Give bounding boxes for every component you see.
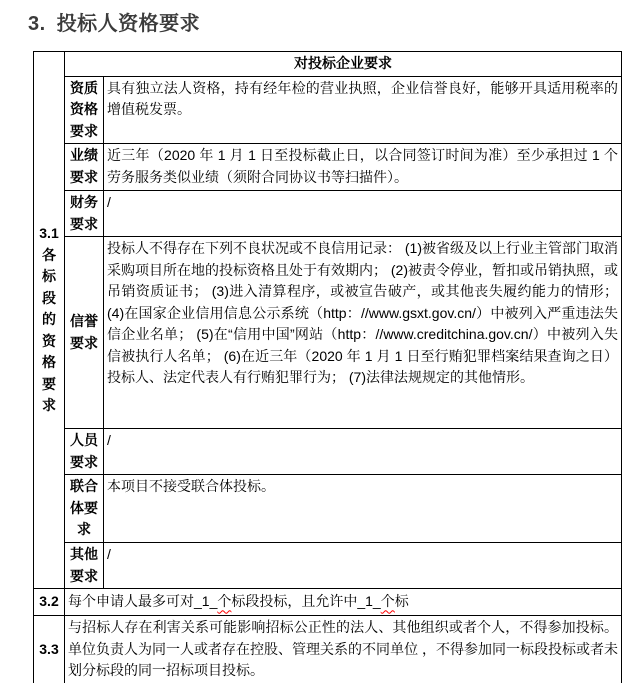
row-label-performance: 业绩要求 <box>65 144 104 191</box>
row-content-other: / <box>104 543 622 589</box>
row-label-other: 其他要求 <box>65 543 104 589</box>
table-header-row <box>34 52 622 77</box>
row-content-credit: 投标人不得存在下列不良状况或不良信用记录： (1)被省级及以上行业主管部门取消采购项目所在地的投标资格且处于有效期内； (2)被责令停业，暂扣或吊销执照，或吊销资质证书； (3)进入清算程序，或被宣告破产，或其他丧失履约能力的情形； (4)在国家企业信用信息公示系统（http：//www.gsxt.gov.cn/）中被列入严重违法失信企业名单； (5)在“信用中国”网站（http：//www.creditchina.gov.cn/）中被列入失信被执行人名单； (6)在近三年（2020 年 1 月 1 日至行贿犯罪档案结果查询之日）投标人、法定代表人有行贿犯罪行为； (7)法律法规规定的其他情形。 <box>104 237 622 429</box>
section-3-1-number: 3.1 <box>39 225 59 242</box>
title-number: 3. <box>28 13 46 35</box>
section-3-2-text-part-3: 标 <box>394 593 409 610</box>
table-header-bidder-requirements: 对投标企业要求 <box>65 52 622 77</box>
section-3-3-number: 3.3 <box>34 616 65 683</box>
table-row-financial <box>34 191 622 237</box>
table-row-qualification <box>34 76 622 144</box>
table-row-personnel <box>34 429 622 475</box>
row-label-credit: 信誉要求 <box>65 237 104 429</box>
section-3-2-content <box>65 589 622 616</box>
row-content-performance: 近三年（2020 年 1 月 1 日至投标截止日，以合同签订时间为准）至少承担过 1 个劳务服务类似业绩（须附合同协议书等扫描件）。 <box>104 144 622 191</box>
page-title <box>28 7 627 36</box>
row-content-consortium: 本项目不接受联合体投标。 <box>104 475 622 543</box>
section-3-2-text-part-1: 每个申请人最多可对_1_ <box>68 593 218 610</box>
qualification-requirements-table <box>33 51 622 683</box>
row-label-personnel: 人员要求 <box>65 429 104 475</box>
table-row-consortium <box>34 475 622 543</box>
table-row-3-3 <box>34 616 622 683</box>
section-3-2-spellcheck-word-1: 个 <box>217 593 232 610</box>
table-row-3-2 <box>34 589 622 616</box>
row-content-financial: / <box>104 191 622 237</box>
row-label-consortium: 联合体要求 <box>65 475 104 543</box>
table-row-other <box>34 543 622 589</box>
section-3-2-spellcheck-word-2: 个 <box>380 593 395 610</box>
section-3-2-text-part-2: 标段投标，且允许中_1_ <box>231 593 381 610</box>
row-content-personnel: / <box>104 429 622 475</box>
section-3-1-label: 各标段的资格要求 <box>42 246 56 414</box>
row-content-qualification: 具有独立法人资格，持有经年检的营业执照，企业信誉良好，能够开具适用税率的增值税发票。 <box>104 76 622 144</box>
row-label-qualification: 资质资格要求 <box>65 76 104 144</box>
table-row-credit <box>34 237 622 429</box>
table-row-performance <box>34 144 622 191</box>
section-3-2-number: 3.2 <box>34 589 65 616</box>
row-label-financial: 财务要求 <box>65 191 104 237</box>
section-3-1-cell <box>34 52 65 589</box>
title-text: 投标人资格要求 <box>56 13 201 35</box>
section-3-3-content: 与招标人存在利害关系可能影响招标公正性的法人、其他组织或者个人，不得参加投标。单位负责人为同一人或者存在控股、管理关系的不同单位 ，不得参加同一标段投标或者未划分标段的同一招标项目投标。 <box>65 616 622 683</box>
